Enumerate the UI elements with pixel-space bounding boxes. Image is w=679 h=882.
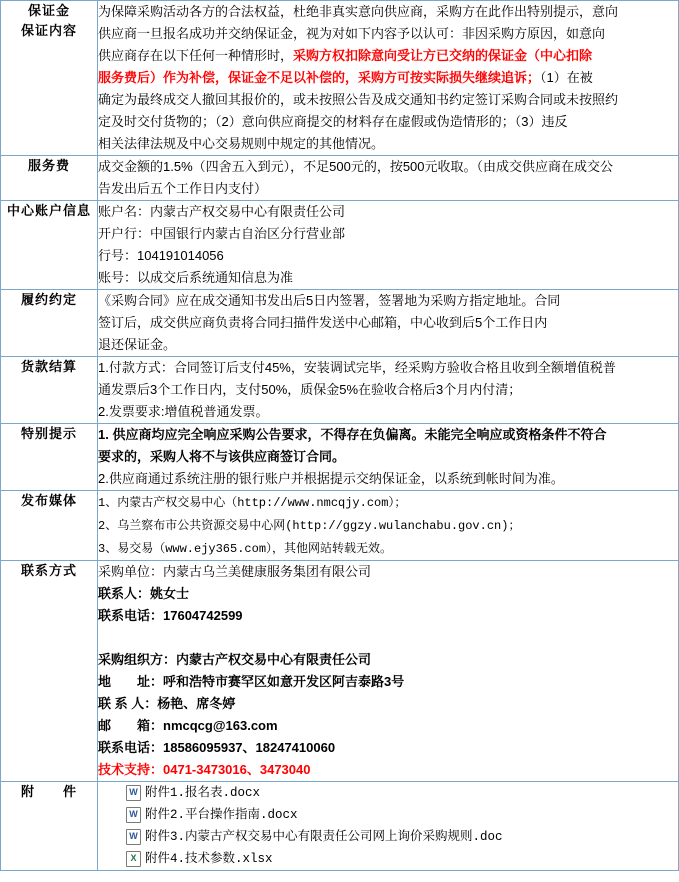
- content-segment: 《采购合同》应在成交通知书发出后5日内签署，签署地为采购方指定地址。合同: [98, 293, 561, 308]
- row-label-line: 中心账户信息: [6, 203, 91, 218]
- content-line: [98, 223, 678, 245]
- row-label-contact: [1, 561, 98, 782]
- content-segment: 告发出后五个工作日内支付）: [98, 181, 268, 196]
- attachment-item[interactable]: [126, 848, 678, 870]
- content-segment: 1. 供应商均应完全响应采购公告要求，不得存在负偏离。未能完全响应或资格条件不符合: [98, 427, 607, 442]
- content-line: [98, 45, 678, 67]
- content-line: [98, 312, 678, 334]
- content-segment: 通发票后3个工作日内，支付50%，质保金5%在验收合格后3个月内付清；: [98, 382, 522, 397]
- row-content-service_fee: [98, 156, 679, 201]
- content-line: [98, 737, 678, 759]
- content-segment: 技术支持：0471-3473016、3473040: [98, 762, 311, 777]
- word-file-icon: [126, 829, 141, 845]
- content-line: [98, 537, 678, 560]
- content-line: [98, 133, 678, 155]
- content-segment: 账户名：内蒙古产权交易中心有限责任公司: [98, 204, 346, 219]
- content-line: [98, 583, 678, 605]
- table-row: [1, 156, 679, 201]
- content-segment: 行号：104191014056: [98, 248, 224, 263]
- attachment-name[interactable]: 附件2.平台操作指南.docx: [145, 808, 298, 822]
- content-line: [98, 715, 678, 737]
- content-line: [98, 111, 678, 133]
- row-label-performance: [1, 290, 98, 357]
- content-segment: 联系人：姚女士: [98, 586, 190, 601]
- row-content-performance: [98, 290, 679, 357]
- row-label-attachments: 附 件: [1, 782, 98, 871]
- table-row: [1, 1, 679, 156]
- content-line: [98, 67, 678, 89]
- row-content-payment: [98, 357, 679, 424]
- content-line: [98, 671, 678, 693]
- content-segment: 开户行：中国银行内蒙古自治区分行营业部: [98, 226, 346, 241]
- content-segment: 邮 箱：nmcqcg@163.com: [98, 718, 278, 733]
- content-segment: 服务费后）作为补偿，保证金不足以补偿的，采购方可按实际损失继续追诉；: [98, 70, 541, 85]
- row-label-special_notice: [1, 424, 98, 491]
- attachment-list-inner: [98, 782, 678, 870]
- row-label-line: 发布媒体: [20, 493, 77, 508]
- content-segment: 1.付款方式：合同签订后支付45%，安装调试完毕，经采购方验收合格且收到全额增值税普: [98, 360, 616, 375]
- content-line: [98, 290, 678, 312]
- attachment-item[interactable]: [126, 782, 678, 804]
- row-label-payment: [1, 357, 98, 424]
- attachment-name[interactable]: 附件3.内蒙古产权交易中心有限责任公司网上询价采购规则.doc: [145, 830, 503, 844]
- content-segment: 地 址：呼和浩特市赛罕区如意开发区阿吉泰路3号: [98, 674, 405, 689]
- row-label-media: [1, 491, 98, 561]
- content-line: [98, 491, 678, 514]
- content-line: [98, 89, 678, 111]
- table-row: [1, 201, 679, 290]
- content-segment: 1、内蒙古产权交易中心（http://www.nmcqjy.com）；: [98, 496, 407, 510]
- attachment-name[interactable]: 附件4.技术参数.xlsx: [145, 852, 273, 866]
- row-label-line: 服务费: [27, 158, 70, 173]
- content-line: [98, 561, 678, 583]
- attachment-item[interactable]: [126, 804, 678, 826]
- content-line: [98, 178, 678, 200]
- row-label-line: 联系方式: [20, 563, 77, 578]
- content-segment: 为保障采购活动各方的合法权益，杜绝非真实意向供应商，采购方在此作出特别提示，意向: [98, 4, 619, 19]
- content-line: [98, 334, 678, 356]
- table-row-attachments: [1, 782, 679, 871]
- table-row: [1, 424, 679, 491]
- row-content-account_info: [98, 201, 679, 290]
- content-line: [98, 424, 678, 446]
- row-label-service_fee: [1, 156, 98, 201]
- content-line: [98, 649, 678, 671]
- row-label-line: 特别提示: [20, 426, 77, 441]
- content-segment: 2.供应商通过系统注册的银行账户并根据提示交纳保证金，以系统到帐时间为准。: [98, 471, 564, 486]
- content-line: [98, 446, 678, 468]
- content-segment: 签订后，成交供应商负责将合同扫描件发送中心邮箱，中心收到后5个工作日内: [98, 315, 548, 330]
- content-segment: 账号：以成交后系统通知信息为准: [98, 270, 294, 285]
- content-line: [98, 156, 678, 178]
- content-line: [98, 514, 678, 537]
- content-line: [98, 201, 678, 223]
- content-segment: 3、易交易（www.ejy365.com），其他网站转载无效。: [98, 542, 393, 556]
- content-segment: 联系电话：17604742599: [98, 608, 243, 623]
- content-line: [98, 605, 678, 627]
- content-segment: 供应商存在以下任何一种情形时，: [98, 48, 294, 63]
- content-segment: 退还保证金。: [98, 337, 177, 352]
- row-label-account_info: [1, 201, 98, 290]
- content-line: [98, 379, 678, 401]
- row-label-line: 履约约定: [20, 292, 77, 307]
- word-file-icon: [126, 785, 141, 801]
- content-line: [98, 23, 678, 45]
- row-content-contact: [98, 561, 679, 782]
- row-content-deposit: [98, 1, 679, 156]
- content-line: [98, 627, 678, 649]
- content-segment: （1）在被: [540, 70, 593, 85]
- content-segment: 要求的，采购人将不与该供应商签订合同。: [98, 449, 346, 464]
- content-line: [98, 759, 678, 781]
- content-segment: 相关法律法规及中心交易规则中规定的其他情况。: [98, 136, 385, 151]
- attachment-item[interactable]: [126, 826, 678, 848]
- row-label-line: 保证金: [27, 3, 70, 18]
- content-line: [98, 468, 678, 490]
- content-segment: 成交金额的1.5%（四舍五入到元），不足500元的，按500元收取。（由成交供应商在成交公: [98, 159, 614, 174]
- content-segment: 联 系 人：杨艳、席冬婷: [98, 696, 236, 711]
- content-segment: 联系电话：18586095937、18247410060: [98, 740, 336, 755]
- content-segment: 2、乌兰察布市公共资源交易中心网(http://ggzy.wulanchabu.gov.cn)；: [98, 519, 521, 533]
- content-segment: 采购单位：内蒙古乌兰美健康服务集团有限公司: [98, 564, 372, 579]
- table-row: [1, 491, 679, 561]
- content-line: [98, 245, 678, 267]
- content-segment: 确定为最终成交人撤回其报价的，或未按照公告及成交通知书约定签订采购合同或未按照约: [98, 92, 619, 107]
- content-segment: 采购方权扣除意向受让方已交纳的保证金（中心扣除: [293, 48, 593, 63]
- row-label-line: 货款结算: [20, 359, 77, 374]
- word-file-icon: [126, 807, 141, 823]
- row-content-special_notice: [98, 424, 679, 491]
- content-line: [98, 1, 678, 23]
- content-line: [98, 357, 678, 379]
- excel-file-icon: [126, 851, 141, 867]
- table-row: [1, 357, 679, 424]
- attachment-list: [98, 782, 679, 871]
- content-line: [98, 401, 678, 423]
- table-row: [1, 561, 679, 782]
- content-segment: 供应商一旦报名成功并交纳保证金，视为对如下内容予以认可：非因采购方原因，如意向: [98, 26, 606, 41]
- table-row: [1, 290, 679, 357]
- content-segment: 定及时交付货物的；（2）意向供应商提交的材料存在虚假或伪造情形的；（3）违反: [98, 114, 568, 129]
- content-segment: 2.发票要求:增值税普通发票。: [98, 404, 269, 419]
- content-line: [98, 693, 678, 715]
- attachment-name[interactable]: 附件1.报名表.docx: [145, 786, 261, 800]
- row-label-deposit: [1, 1, 98, 156]
- row-label-line: 保证内容: [20, 23, 77, 38]
- content-segment: 采购组织方：内蒙古产权交易中心有限责任公司: [98, 652, 372, 667]
- table-body: [1, 1, 679, 871]
- row-content-media: [98, 491, 679, 561]
- content-line: [98, 267, 678, 289]
